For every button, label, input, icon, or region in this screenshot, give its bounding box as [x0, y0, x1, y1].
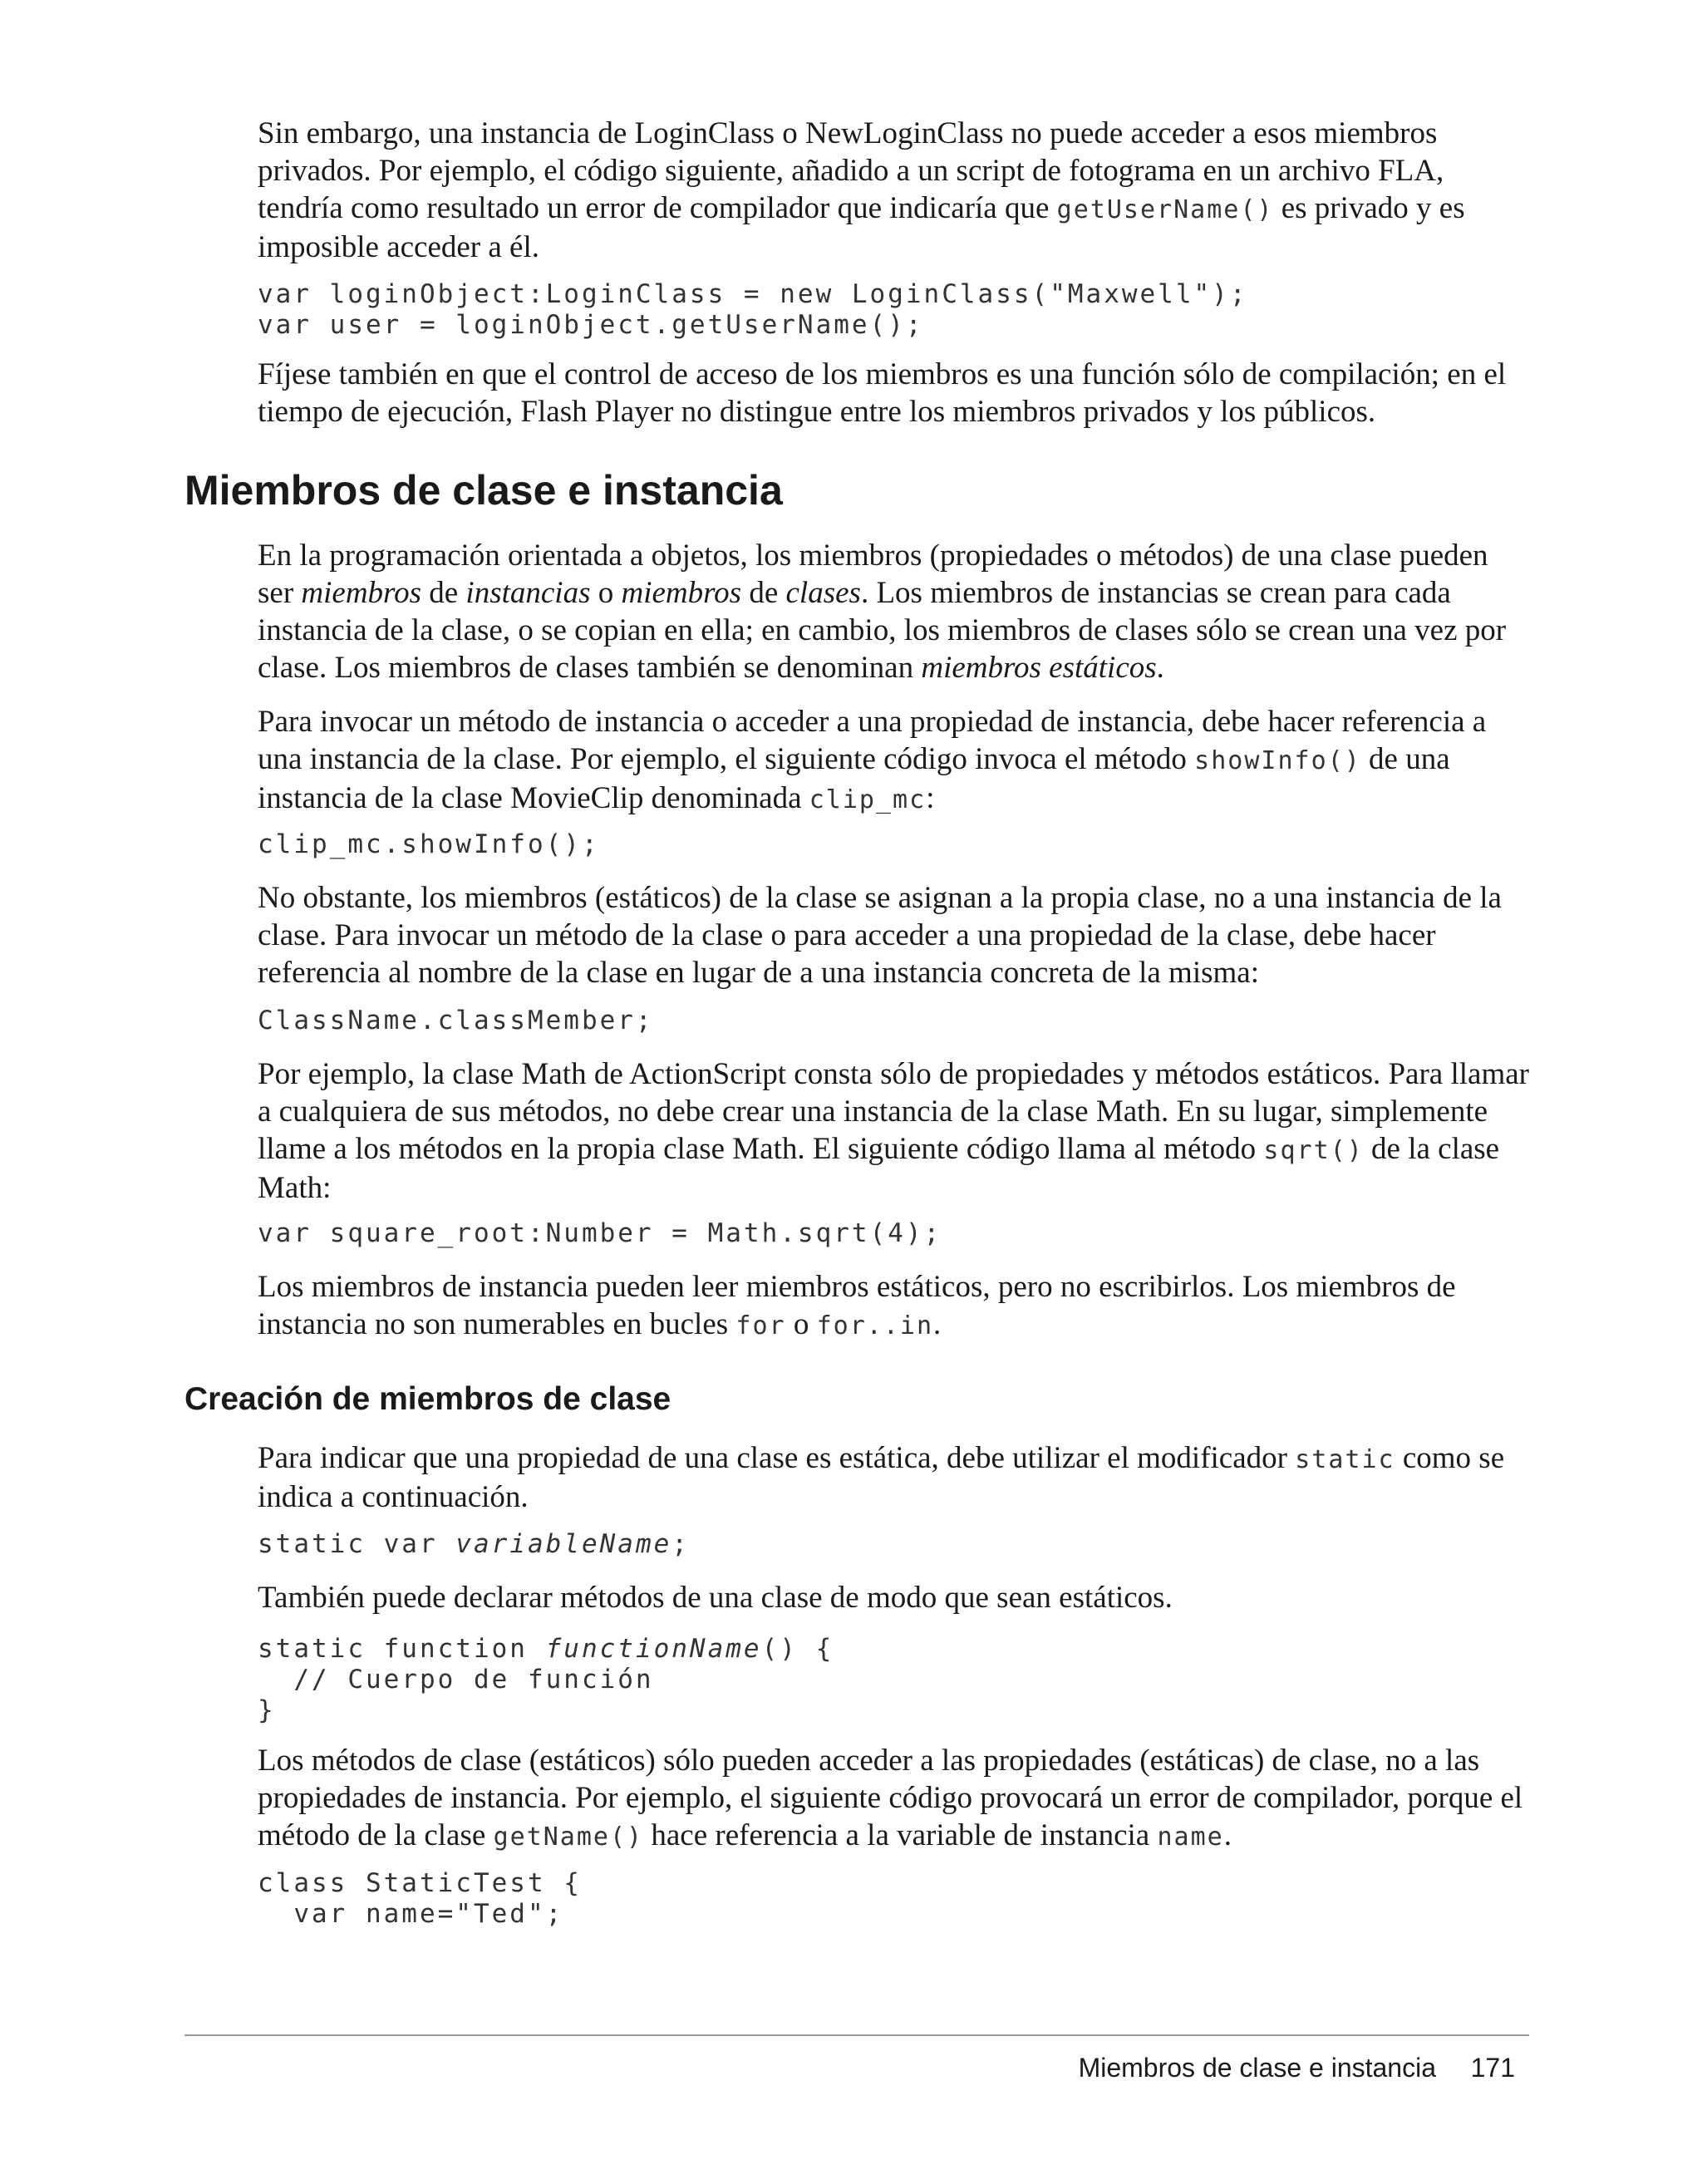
text-run: Sin embargo, una instancia de LoginClass o NewLoginClass no puede acceder a esos miembros privados. Por ejemplo, el código siguiente, añadido a un script de fotograma en un archivo FLA, tendría como resultado un error de compilador que indicaría que: [258, 116, 1444, 225]
text-run: de la clase Math:: [258, 1132, 1500, 1205]
text-run: como se indica a continuación.: [258, 1441, 1505, 1514]
code-run: static var: [258, 1529, 456, 1559]
paragraph-instance-method: [258, 703, 1529, 819]
text-run: Para invocar un método de instancia o acceder a una propiedad de instancia, debe hacer referencia a una instancia de la clase. Por ejemplo, el siguiente código invoca el método: [258, 705, 1487, 776]
text-run: En la programación orientada a objetos, los miembros (propiedades o métodos) de una clase pueden ser: [258, 539, 1488, 610]
italic-run: miembros estáticos: [921, 651, 1157, 685]
text-run: .: [1223, 1818, 1232, 1852]
code-italic-run: variableName: [455, 1529, 672, 1559]
paragraph-static-members: No obstante, los miembros (estáticos) de la clase se asignan a la propia clase, no a una instancia de la clase. Para invocar un método de la clase o para acceder a una propiedad de la clase, debe hacer referencia al nombre de la clase en lugar de a una instancia concreta de la misma:: [258, 881, 1502, 990]
inline-code: clip_mc: [809, 785, 927, 814]
text-run: o: [785, 1307, 817, 1341]
inline-code: name: [1157, 1822, 1224, 1852]
inline-code: for..in: [816, 1311, 934, 1340]
text-run: o: [590, 576, 622, 610]
code-block-login: var loginObject:LoginClass = new LoginClass("Maxwell"); var user = loginObject.getUserName();: [258, 279, 1248, 340]
footer-section-title: Miembros de clase e instancia: [1078, 2053, 1436, 2083]
subsection-heading: Creación de miembros de clase: [184, 1381, 671, 1417]
paragraph-static-methods: También puede declarar métodos de una clase de modo que sean estáticos.: [258, 1581, 1173, 1615]
inline-code: for: [735, 1311, 786, 1340]
code-italic-run: functionName: [545, 1634, 762, 1664]
italic-run: miembros: [301, 576, 421, 610]
paragraph-math-class: [258, 1055, 1529, 1207]
text-run: de: [421, 576, 466, 610]
inline-code: sqrt(): [1263, 1136, 1364, 1165]
page-number: 171: [1470, 2053, 1515, 2083]
text-run: hace referencia a la variable de instancia: [643, 1818, 1158, 1852]
text-run: :: [926, 781, 935, 815]
text-run: .: [933, 1307, 942, 1341]
text-run: Para indicar que una propiedad de una clase es estática, debe utilizar el modificador: [258, 1441, 1296, 1475]
inline-code: static: [1295, 1445, 1395, 1474]
code-block-classmember: ClassName.classMember;: [258, 1006, 654, 1035]
paragraph-oop-members: [258, 537, 1529, 686]
paragraph-compile-time: Fíjese también en que el control de acceso de los miembros es una función sólo de compilación; en el tiempo de ejecución, Flash Player no distingue entre los miembros privados y los públicos.: [258, 357, 1507, 429]
paragraph-class-methods: [258, 1742, 1529, 1856]
text-run: Los métodos de clase (estáticos) sólo pueden acceder a las propiedades (estáticas) de clase, no a las propiedades de instancia. Por ejemplo, el siguiente código provocará un error de compilador, porque el método de la clase: [258, 1744, 1523, 1852]
code-block-static-var: [258, 1529, 690, 1560]
text-run: de: [741, 576, 786, 610]
code-run: static function: [258, 1634, 546, 1664]
italic-run: miembros: [621, 576, 742, 610]
text-run: Los miembros de instancia pueden leer miembros estáticos, pero no escribirlos. Los miembros de instancia no son numerables en bucles: [258, 1270, 1456, 1341]
inline-code: showInfo(): [1194, 746, 1361, 775]
paragraph-static-modifier: [258, 1439, 1529, 1516]
italic-run: instancias: [465, 576, 591, 610]
code-run: ;: [671, 1529, 690, 1559]
code-block-static-function: [258, 1634, 834, 1726]
text-run: es privado y es imposible acceder a él.: [258, 191, 1465, 264]
code-block-sqrt: var square_root:Number = Math.sqrt(4);: [258, 1218, 942, 1248]
paragraph-instance-read: [258, 1268, 1529, 1345]
code-run: () { // Cuerpo de función }: [258, 1634, 834, 1725]
text-run: de una instancia de la clase MovieClip denominada: [258, 742, 1450, 815]
italic-run: clases: [785, 576, 861, 610]
footer-divider: [184, 2034, 1529, 2036]
section-heading: Miembros de clase e instancia: [184, 467, 783, 514]
text-run: . Los miembros de instancias se crean para cada instancia de la clase, o se copian en ella; en cambio, los miembros de clases sólo se crean una vez por clase. Los miembros de clases también se denominan: [258, 576, 1507, 685]
code-block-statictest: class StaticTest { var name="Ted";: [258, 1868, 582, 1929]
inline-code: getName(): [493, 1822, 644, 1852]
paragraph-private-access: [258, 115, 1529, 266]
inline-code: getUserName(): [1056, 195, 1274, 224]
text-run: .: [1156, 651, 1164, 685]
code-block-showinfo: clip_mc.showInfo();: [258, 829, 600, 859]
text-run: Por ejemplo, la clase Math de ActionScript consta sólo de propiedades y métodos estáticos. Para llamar a cualquiera de sus métodos, no debe crear una instancia de la clase Math. En su lugar, simplemente llame a los métodos en la propia clase Math. El siguiente código llama al método: [258, 1057, 1529, 1166]
